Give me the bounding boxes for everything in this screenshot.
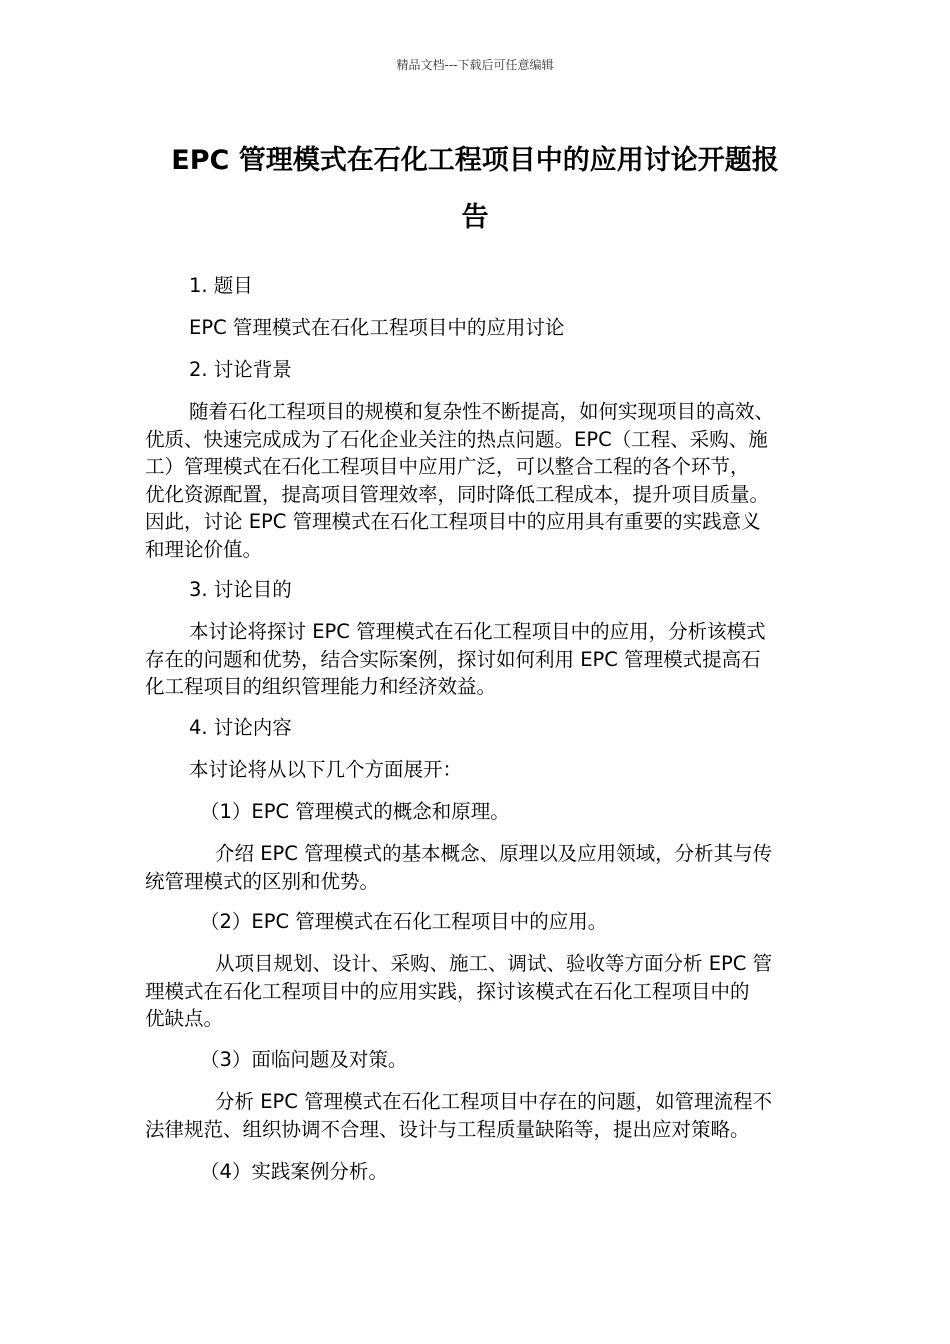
topic-text: EPC 管理模式在石化工程项目中的应用讨论 xyxy=(189,316,565,339)
paragraph-line: 化工程项目的组织管理能力和经济效益。 xyxy=(145,675,497,698)
section-heading-purpose: 3. 讨论目的 xyxy=(189,578,292,601)
paragraph-line: 和理论价值。 xyxy=(145,537,263,561)
header-note: 精品文档---下载后可任意编辑 xyxy=(396,58,554,72)
paragraph-line: 法律规范、组织协调不合理、设计与工程质量缺陷等，提出应对策略。 xyxy=(145,1117,750,1141)
paragraph-line: 分析 EPC 管理模式在石化工程项目中存在的问题，如管理流程不 xyxy=(215,1090,773,1113)
content-item-paragraph xyxy=(145,1088,805,1143)
document-title-line-1: EPC 管理模式在石化工程项目中的应用讨论开题报 xyxy=(171,145,779,176)
document-title xyxy=(145,132,805,246)
section-heading-background: 2. 讨论背景 xyxy=(189,358,292,381)
content-item-paragraph xyxy=(145,840,805,895)
paragraph-line: 随着石化工程项目的规模和复杂性不断提高，如何实现项目的高效、 xyxy=(189,400,775,423)
document-title-line-2: 告 xyxy=(461,202,489,233)
content-item-paragraph xyxy=(145,950,805,1033)
background-paragraph xyxy=(145,398,805,563)
content-item-heading: （3）面临问题及对策。 xyxy=(200,1048,408,1071)
section-heading-topic: 1. 题目 xyxy=(189,274,253,297)
paragraph-line: 介绍 EPC 管理模式的基本概念、原理以及应用领域，分析其与传 xyxy=(215,842,773,865)
purpose-paragraph xyxy=(145,618,805,701)
content-item-heading: （4）实践案例分析。 xyxy=(200,1160,388,1183)
paragraph-line: 工）管理模式在石化工程项目中应用广泛，可以整合工程的各个环节， xyxy=(145,455,750,478)
paragraph-line: 本讨论将探讨 EPC 管理模式在石化工程项目中的应用，分析该模式 xyxy=(189,620,766,643)
paragraph-line: 优质、快速完成成为了石化企业关注的热点问题。EPC（工程、采购、施 xyxy=(145,427,768,451)
paragraph-line: 理模式在石化工程项目中的应用实践，探讨该模式在石化工程项目中的 xyxy=(145,979,750,1003)
paragraph-line: 因此，讨论 EPC 管理模式在石化工程项目中的应用具有重要的实践意义 xyxy=(145,510,761,533)
section-heading-content: 4. 讨论内容 xyxy=(189,716,292,739)
paragraph-line: 从项目规划、设计、采购、施工、调试、验收等方面分析 EPC 管 xyxy=(215,952,773,975)
paragraph-line: 优化资源配置，提高项目管理效率，同时降低工程成本，提升项目质量。 xyxy=(145,482,770,506)
content-item-heading: （1）EPC 管理模式的概念和原理。 xyxy=(200,800,510,823)
paragraph-line: 优缺点。 xyxy=(145,1007,224,1030)
content-intro: 本讨论将从以下几个方面展开： xyxy=(189,758,463,781)
paragraph-line: 统管理模式的区别和优势。 xyxy=(145,869,380,893)
paragraph-line: 存在的问题和优势，结合实际案例，探讨如何利用 EPC 管理模式提高石 xyxy=(145,647,761,671)
content-item-heading: （2）EPC 管理模式在石化工程项目中的应用。 xyxy=(200,910,608,933)
